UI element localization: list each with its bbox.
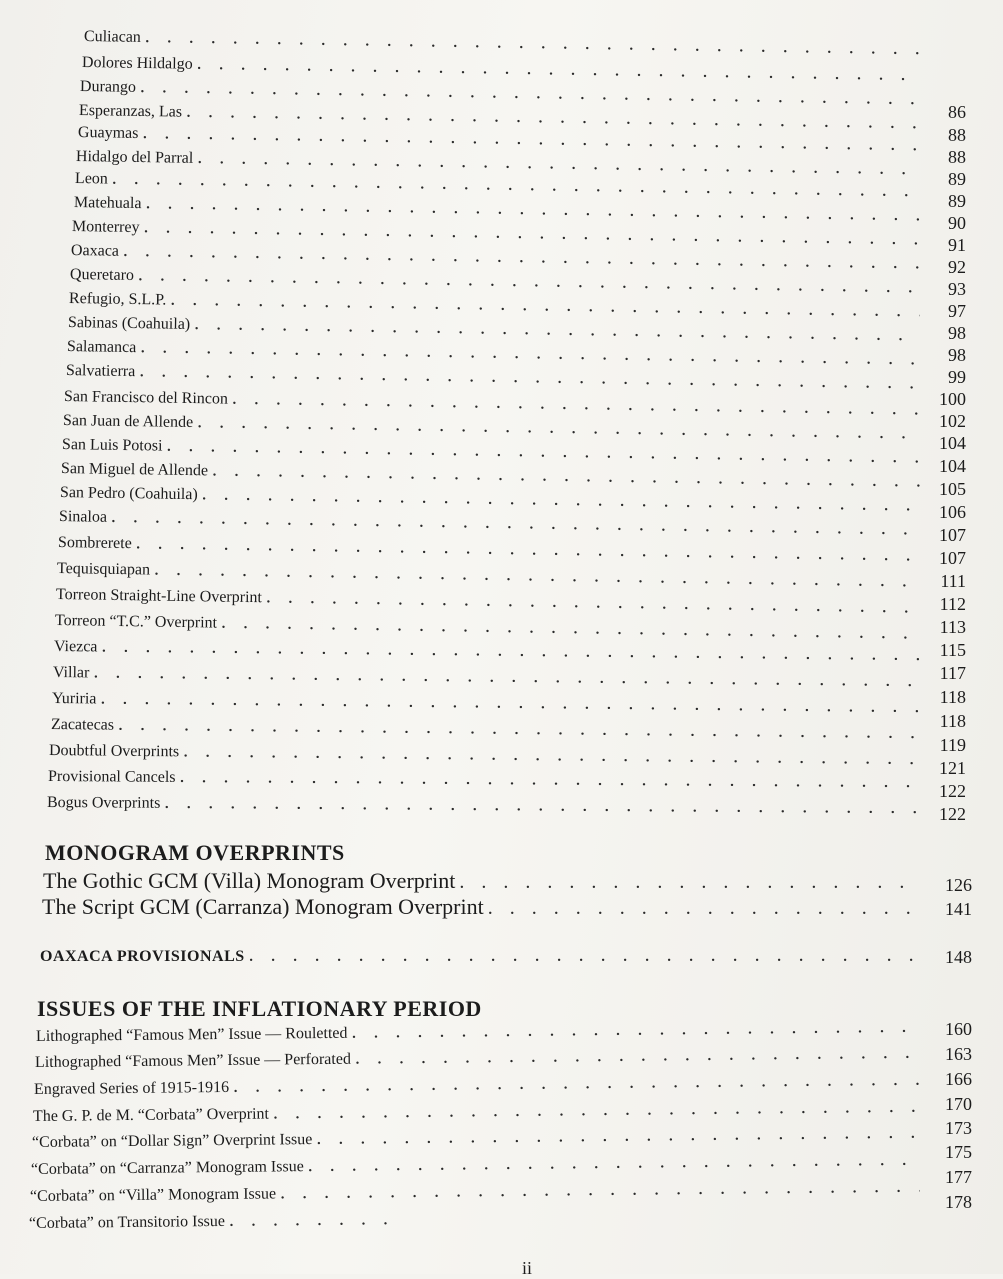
page-number: 106 [939, 502, 966, 522]
page-number: 98 [948, 323, 966, 343]
toc-entry-oaxaca [40, 944, 920, 970]
page-folio: ii [522, 1258, 533, 1278]
page-number: 173 [945, 1118, 972, 1138]
toc-entry-label: Queretaro [69, 266, 135, 285]
toc-entry-label: Lithographed “Famous Men” Issue — Rouletted [35, 1024, 348, 1045]
leader-dots [179, 765, 920, 793]
page-number: 100 [939, 389, 966, 409]
toc-entry-label: “Corbata” on “Villa” Monogram Issue [29, 1185, 277, 1205]
page-number: 111 [940, 571, 966, 591]
toc-entry-label: Leon [74, 170, 109, 188]
toc-entry-label: “Corbata” on Transitorio Issue [28, 1212, 226, 1232]
toc-entry-label: San Pedro (Coahuila) [59, 484, 198, 504]
page-number: 92 [948, 257, 966, 277]
page-number: 105 [939, 479, 966, 499]
leader-dots [459, 871, 920, 894]
page-number: 112 [939, 594, 966, 614]
toc-entry-label: Sombrerete [57, 534, 132, 553]
leader-dots [488, 897, 920, 920]
toc-entry-label: Bogus Overprints [46, 794, 161, 812]
page-number: 148 [945, 947, 972, 967]
page-number: 160 [945, 1019, 972, 1039]
toc-entry-label: Esperanzas, Las [78, 102, 183, 121]
toc-entry-label: Sinaloa [58, 508, 108, 526]
page-number: 88 [948, 147, 966, 167]
section-heading-monogram: MONOGRAM OVERPRINTS [45, 840, 345, 865]
leader-dots [355, 1041, 920, 1070]
page-number: 119 [939, 735, 966, 755]
toc-entry-label: “Corbata” on “Dollar Sign” Overprint Issue [31, 1131, 313, 1151]
page-number: 118 [939, 687, 966, 707]
page-number: 122 [939, 781, 966, 801]
page-number: 115 [939, 640, 966, 660]
toc-entry-label: Tequisquiapan [56, 560, 151, 579]
toc-entry [43, 868, 920, 894]
toc-entry-label: Torreon Straight-Line Overprint [55, 586, 263, 607]
page-number: 170 [945, 1094, 972, 1114]
page-number: 126 [945, 875, 972, 895]
toc-entry-label: The Gothic GCM (Villa) Monogram Overprint [43, 868, 456, 893]
toc-entry-label: Viezca [53, 638, 98, 656]
toc-entry-label: San Miguel de Allende [60, 460, 209, 480]
leader-dots [249, 944, 920, 967]
leader-dots [229, 1207, 399, 1232]
page-number: 104 [939, 456, 966, 476]
toc-entry-label: San Francisco del Rincon [63, 388, 229, 408]
toc-entry-label: Matehuala [73, 194, 142, 213]
page-number: 117 [939, 663, 966, 683]
toc-entry-label: Culiacan [83, 28, 142, 46]
page-number: 99 [948, 367, 966, 387]
toc-entry-label: San Juan de Allende [62, 412, 194, 432]
page-number: 97 [948, 301, 966, 321]
page-number: 121 [939, 758, 966, 778]
leader-dots [316, 1121, 920, 1150]
toc-entry-label: Engraved Series of 1915-1916 [33, 1078, 230, 1098]
toc-entry [47, 790, 920, 822]
page-number: 102 [939, 411, 966, 431]
page-number: 89 [948, 169, 966, 189]
page-number: 178 [945, 1192, 972, 1212]
section-heading-inflationary: ISSUES OF THE INFLATIONARY PERIOD [37, 996, 482, 1021]
toc-entry-label: Doubtful Overprints [48, 742, 180, 761]
page-number: 88 [948, 125, 966, 145]
toc-entry-label: Guaymas [77, 124, 139, 142]
toc-entry-label: Dolores Hildalgo [81, 54, 193, 73]
toc-entry-label: Durango [79, 78, 137, 96]
leader-dots [164, 791, 920, 819]
toc-entry-label: The Script GCM (Carranza) Monogram Overprint [42, 894, 484, 919]
page-number: 89 [948, 191, 966, 211]
toc-entry-label: Oaxaca [70, 242, 120, 260]
section-heading-oaxaca: OAXACA PROVISIONALS [40, 948, 245, 965]
toc-entry-label: Torreon “T.C.” Overprint [54, 612, 218, 632]
page-number: 93 [948, 279, 966, 299]
page-number: 118 [939, 711, 966, 731]
page-number: 141 [945, 899, 972, 919]
toc-entry-label: Lithographed “Famous Men” Issue — Perforated [34, 1050, 351, 1071]
toc-entry-label: The G. P. de M. “Corbata” Overprint [32, 1105, 270, 1125]
toc-entry-label: San Luis Potosi [61, 436, 163, 455]
page-number: 113 [939, 617, 966, 637]
page-number: 107 [939, 548, 966, 568]
toc-entry-label: Zacatecas [50, 716, 115, 734]
toc-entry-label: Yuriria [51, 690, 97, 708]
page-number: 91 [948, 235, 966, 255]
page-number: 166 [945, 1069, 972, 1089]
toc-entry-label: Provisional Cancels [47, 768, 176, 786]
toc-entry-label: Monterrey [71, 218, 140, 237]
toc-entry-label: Villar [52, 664, 90, 682]
toc-entry-label: Refugio, S.L.P. [68, 290, 167, 309]
toc-entry-label: Salvatierra [65, 362, 136, 381]
toc-entry [29, 1207, 399, 1237]
toc-entry-label: Sabinas (Coahuila) [67, 314, 191, 333]
page-number: 104 [939, 433, 966, 453]
page-number: 98 [948, 345, 966, 365]
page-number: 86 [948, 102, 966, 122]
toc-entry-label: Hidalgo del Parral [75, 148, 194, 167]
toc-entry [42, 894, 920, 920]
leader-dots [351, 1015, 920, 1044]
page-number: 90 [948, 213, 966, 233]
page-number: 107 [939, 525, 966, 545]
page-number: 175 [945, 1142, 972, 1162]
page-number: 163 [945, 1044, 972, 1064]
page-number: 122 [939, 804, 966, 824]
toc-entry-label: Salamanca [66, 338, 137, 357]
page-number: 177 [945, 1167, 972, 1187]
toc-entry-label: “Corbata” on “Carranza” Monogram Issue [30, 1158, 304, 1178]
